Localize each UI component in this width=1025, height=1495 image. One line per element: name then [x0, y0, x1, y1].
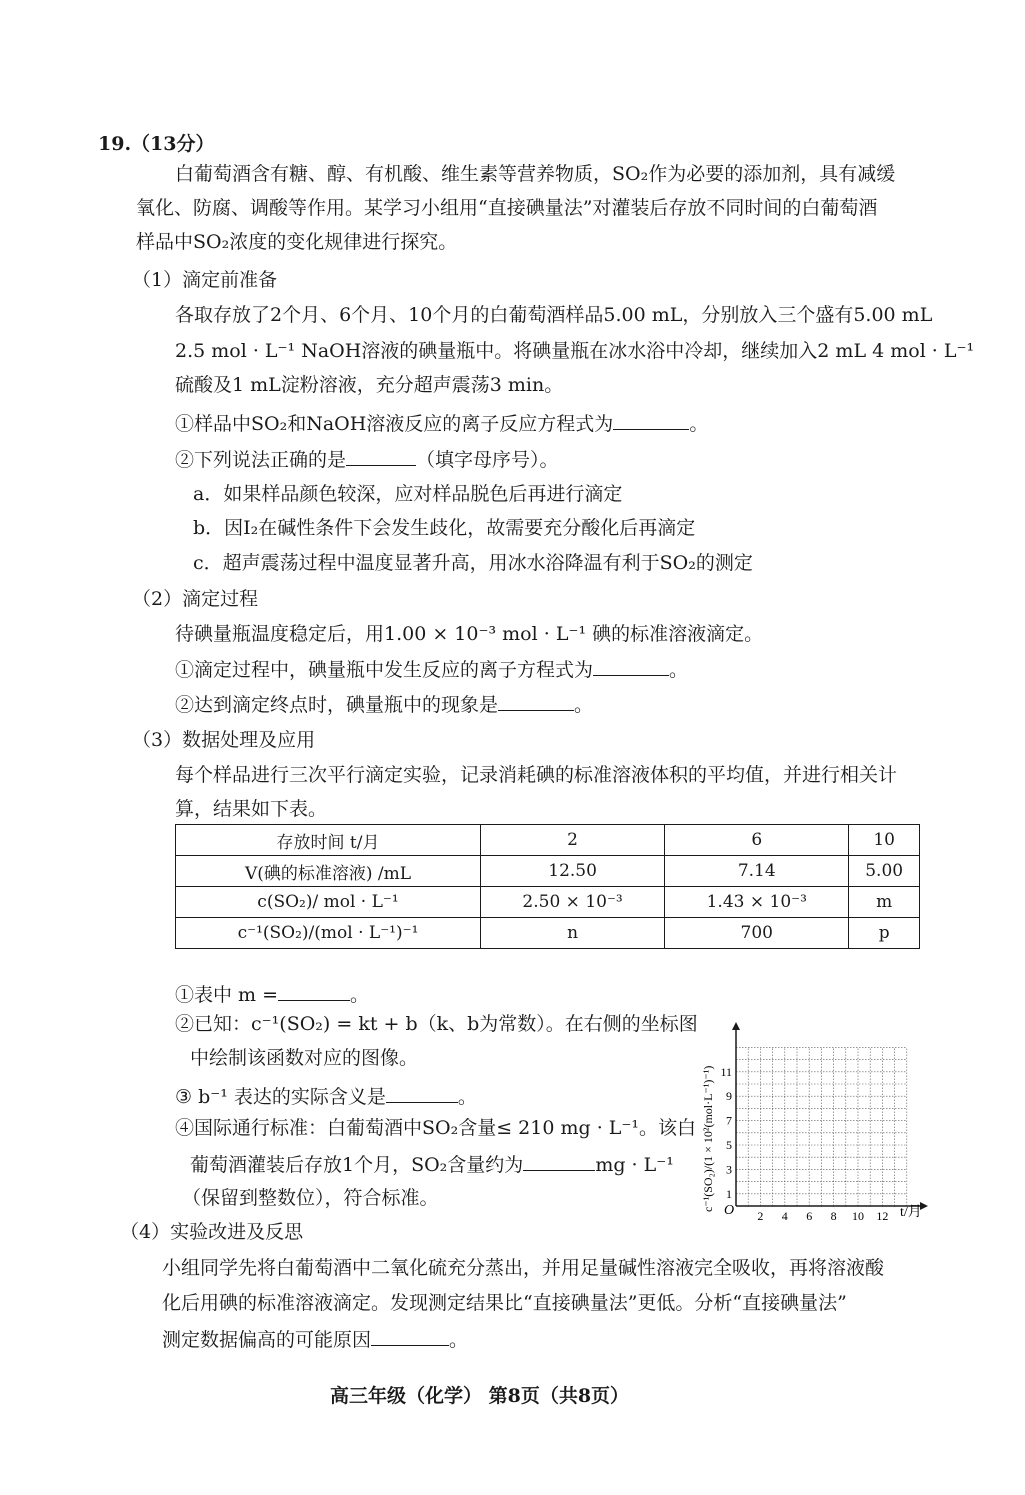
y-axis-label: c⁻¹(SO₂)/(1 × 10²(mol·L⁻¹)⁻¹): [701, 1065, 715, 1212]
part4-last-end: 。: [449, 1329, 469, 1351]
table-cell: n: [481, 918, 665, 949]
answer-blank[interactable]: [593, 657, 669, 676]
data-table: [175, 824, 920, 949]
part3-question-4c: （保留到整数位），符合标准。: [182, 1187, 439, 1209]
y-tick-label: 5: [726, 1138, 732, 1152]
answer-blank[interactable]: [523, 1152, 595, 1171]
part3-q4b-text: 葡萄酒灌装后存放1个月，SO₂含量约为: [190, 1154, 524, 1176]
table-cell: m: [849, 887, 920, 918]
option-c: c．超声震荡过程中温度显著升高，用冰水浴降温有利于SO₂的测定: [193, 552, 753, 574]
table-cell: 7.14: [665, 856, 849, 887]
table-cell: 5.00: [849, 856, 920, 887]
answer-blank[interactable]: [371, 1327, 449, 1346]
x-axis-label: t/月: [900, 1205, 922, 1220]
part1-q2-text: ②下列说法正确的是: [175, 449, 347, 471]
part3-line-2: 算，结果如下表。: [175, 798, 328, 820]
intro-line-3: 样品中SO₂浓度的变化规律进行探究。: [136, 231, 458, 253]
part2-q2-text: ②达到滴定终点时，碘量瓶中的现象是: [175, 694, 499, 716]
table-cell: V(碘的标准溶液) /mL: [176, 856, 481, 887]
answer-blank[interactable]: [346, 447, 416, 466]
part2-title: （2）滴定过程: [132, 588, 259, 610]
graph-grid: [736, 1047, 907, 1206]
table-cell: 700: [665, 918, 849, 949]
part3-line-1: 每个样品进行三次平行滴定实验，记录消耗碘的标准溶液体积的平均值，并进行相关计: [175, 764, 898, 786]
y-axis-arrow-icon: [732, 1022, 740, 1030]
part4-line-1: 小组同学先将白葡萄酒中二氧化硫充分蒸出，并用足量碱性溶液完全吸收，再将溶液酸: [162, 1257, 885, 1279]
part4-line-3: [162, 1327, 468, 1352]
x-tick-label: 8: [830, 1209, 837, 1223]
answer-blank[interactable]: [278, 982, 350, 1001]
table-cell: p: [849, 918, 920, 949]
x-tick-label: 2: [757, 1209, 764, 1223]
part3-q3-end: 。: [457, 1086, 477, 1108]
table-row: [176, 825, 920, 856]
x-tick-label: 4: [781, 1209, 788, 1223]
y-tick-label: 1: [726, 1186, 732, 1201]
part1-question-2: [175, 447, 559, 472]
x-tick-labels: [757, 1209, 888, 1223]
origin-label: O: [724, 1203, 735, 1218]
y-tick-label: 9: [726, 1089, 732, 1104]
y-tick-label: 7: [726, 1113, 732, 1128]
part1-line-3: 硫酸及1 mL淀粉溶液，充分超声震荡3 min。: [175, 374, 564, 396]
part3-q1-text: ①表中 m =: [175, 984, 279, 1006]
part1-title: （1）滴定前准备: [132, 269, 278, 291]
part3-question-3: [175, 1084, 477, 1109]
part1-line-1: 各取存放了2个月、6个月、10个月的白葡萄酒样品5.00 mL，分别放入三个盛有5.00 mL: [175, 304, 933, 326]
answer-blank[interactable]: [386, 1084, 458, 1103]
part4-title: （4）实验改进及反思: [120, 1221, 304, 1243]
page-footer: 高三年级（化学） 第8页（共8页）: [330, 1385, 630, 1407]
part3-title: （3）数据处理及应用: [132, 729, 316, 751]
option-a: a．如果样品颜色较深，应对样品脱色后再进行滴定: [193, 483, 623, 505]
part1-q1-end: 。: [689, 413, 709, 435]
table-row: [176, 918, 920, 949]
part3-question-4a: ④国际通行标准：白葡萄酒中SO₂含量≤ 210 mg · L⁻¹。该白: [175, 1117, 697, 1139]
table-cell: 10: [849, 825, 920, 856]
part2-question-2: [175, 692, 593, 717]
part2-question-1: [175, 657, 688, 682]
part3-question-1: [175, 982, 369, 1007]
part3-question-4b: [190, 1152, 674, 1177]
table-cell: 1.43 × 10⁻³: [665, 887, 849, 918]
part3-question-2a: ②已知：c⁻¹(SO₂) = kt + b（k、b为常数）。在右侧的坐标图: [175, 1013, 698, 1035]
part3-question-2b: 中绘制该函数对应的图像。: [190, 1047, 419, 1069]
x-tick-label: 10: [852, 1209, 864, 1223]
y-tick-labels: [720, 1065, 732, 1201]
part2-q2-end: 。: [574, 694, 594, 716]
table-row: [176, 856, 920, 887]
table-row: [176, 887, 920, 918]
part2-q1-text: ①滴定过程中，碘量瓶中发生反应的离子方程式为: [175, 659, 594, 681]
intro-line-2: 氧化、防腐、调酸等作用。某学习小组用“直接碘量法”对灌装后存放不同时间的白葡萄酒: [136, 197, 878, 219]
part1-question-1: [175, 411, 708, 436]
part3-q1-end: 。: [350, 984, 370, 1006]
question-number: 19.（13分）: [98, 133, 215, 155]
table-cell: c⁻¹(SO₂)/(mol · L⁻¹)⁻¹: [176, 918, 481, 949]
answer-blank[interactable]: [498, 692, 574, 711]
y-tick-label: 3: [726, 1162, 732, 1177]
part4-last-text: 测定数据偏高的可能原因: [162, 1329, 372, 1351]
part2-q1-end: 。: [669, 659, 689, 681]
part3-q3-text: ③ b⁻¹ 表达的实际含义是: [175, 1086, 386, 1108]
answer-blank[interactable]: [613, 411, 689, 430]
part4-line-2: 化后用碘的标准溶液滴定。发现测定结果比“直接碘量法”更低。分析“直接碘量法”: [162, 1292, 847, 1314]
part1-q1-text: ①样品中SO₂和NaOH溶液反应的离子反应方程式为: [175, 413, 614, 435]
x-tick-label: 12: [876, 1209, 889, 1223]
table-cell: 2: [481, 825, 665, 856]
table-cell: c(SO₂)/ mol · L⁻¹: [176, 887, 481, 918]
part2-line: 待碘量瓶温度稳定后，用1.00 × 10⁻³ mol · L⁻¹ 碘的标准溶液滴定。: [175, 623, 764, 645]
part3-q4b-unit: mg · L⁻¹: [595, 1154, 674, 1176]
intro-line-1: 白葡萄酒含有糖、醇、有机酸、维生素等营养物质，SO₂作为必要的添加剂，具有减缓: [175, 163, 896, 185]
part1-line-2: 2.5 mol · L⁻¹ NaOH溶液的碘量瓶中。将碘量瓶在冰水浴中冷却，继续加入2 mL 4 mol · L⁻¹: [175, 340, 975, 362]
x-tick-label: 6: [806, 1209, 813, 1223]
table-cell: 12.50: [481, 856, 665, 887]
coordinate-graph[interactable]: [690, 1016, 930, 1226]
option-b: b．因I₂在碱性条件下会发生歧化，故需要充分酸化后再滴定: [193, 517, 696, 539]
table-cell: 2.50 × 10⁻³: [481, 887, 665, 918]
y-tick-label: 11: [720, 1064, 732, 1079]
part1-q2-end: （填字母序号）。: [416, 449, 559, 471]
table-cell: 6: [665, 825, 849, 856]
table-cell: 存放时间 t/月: [176, 825, 481, 856]
